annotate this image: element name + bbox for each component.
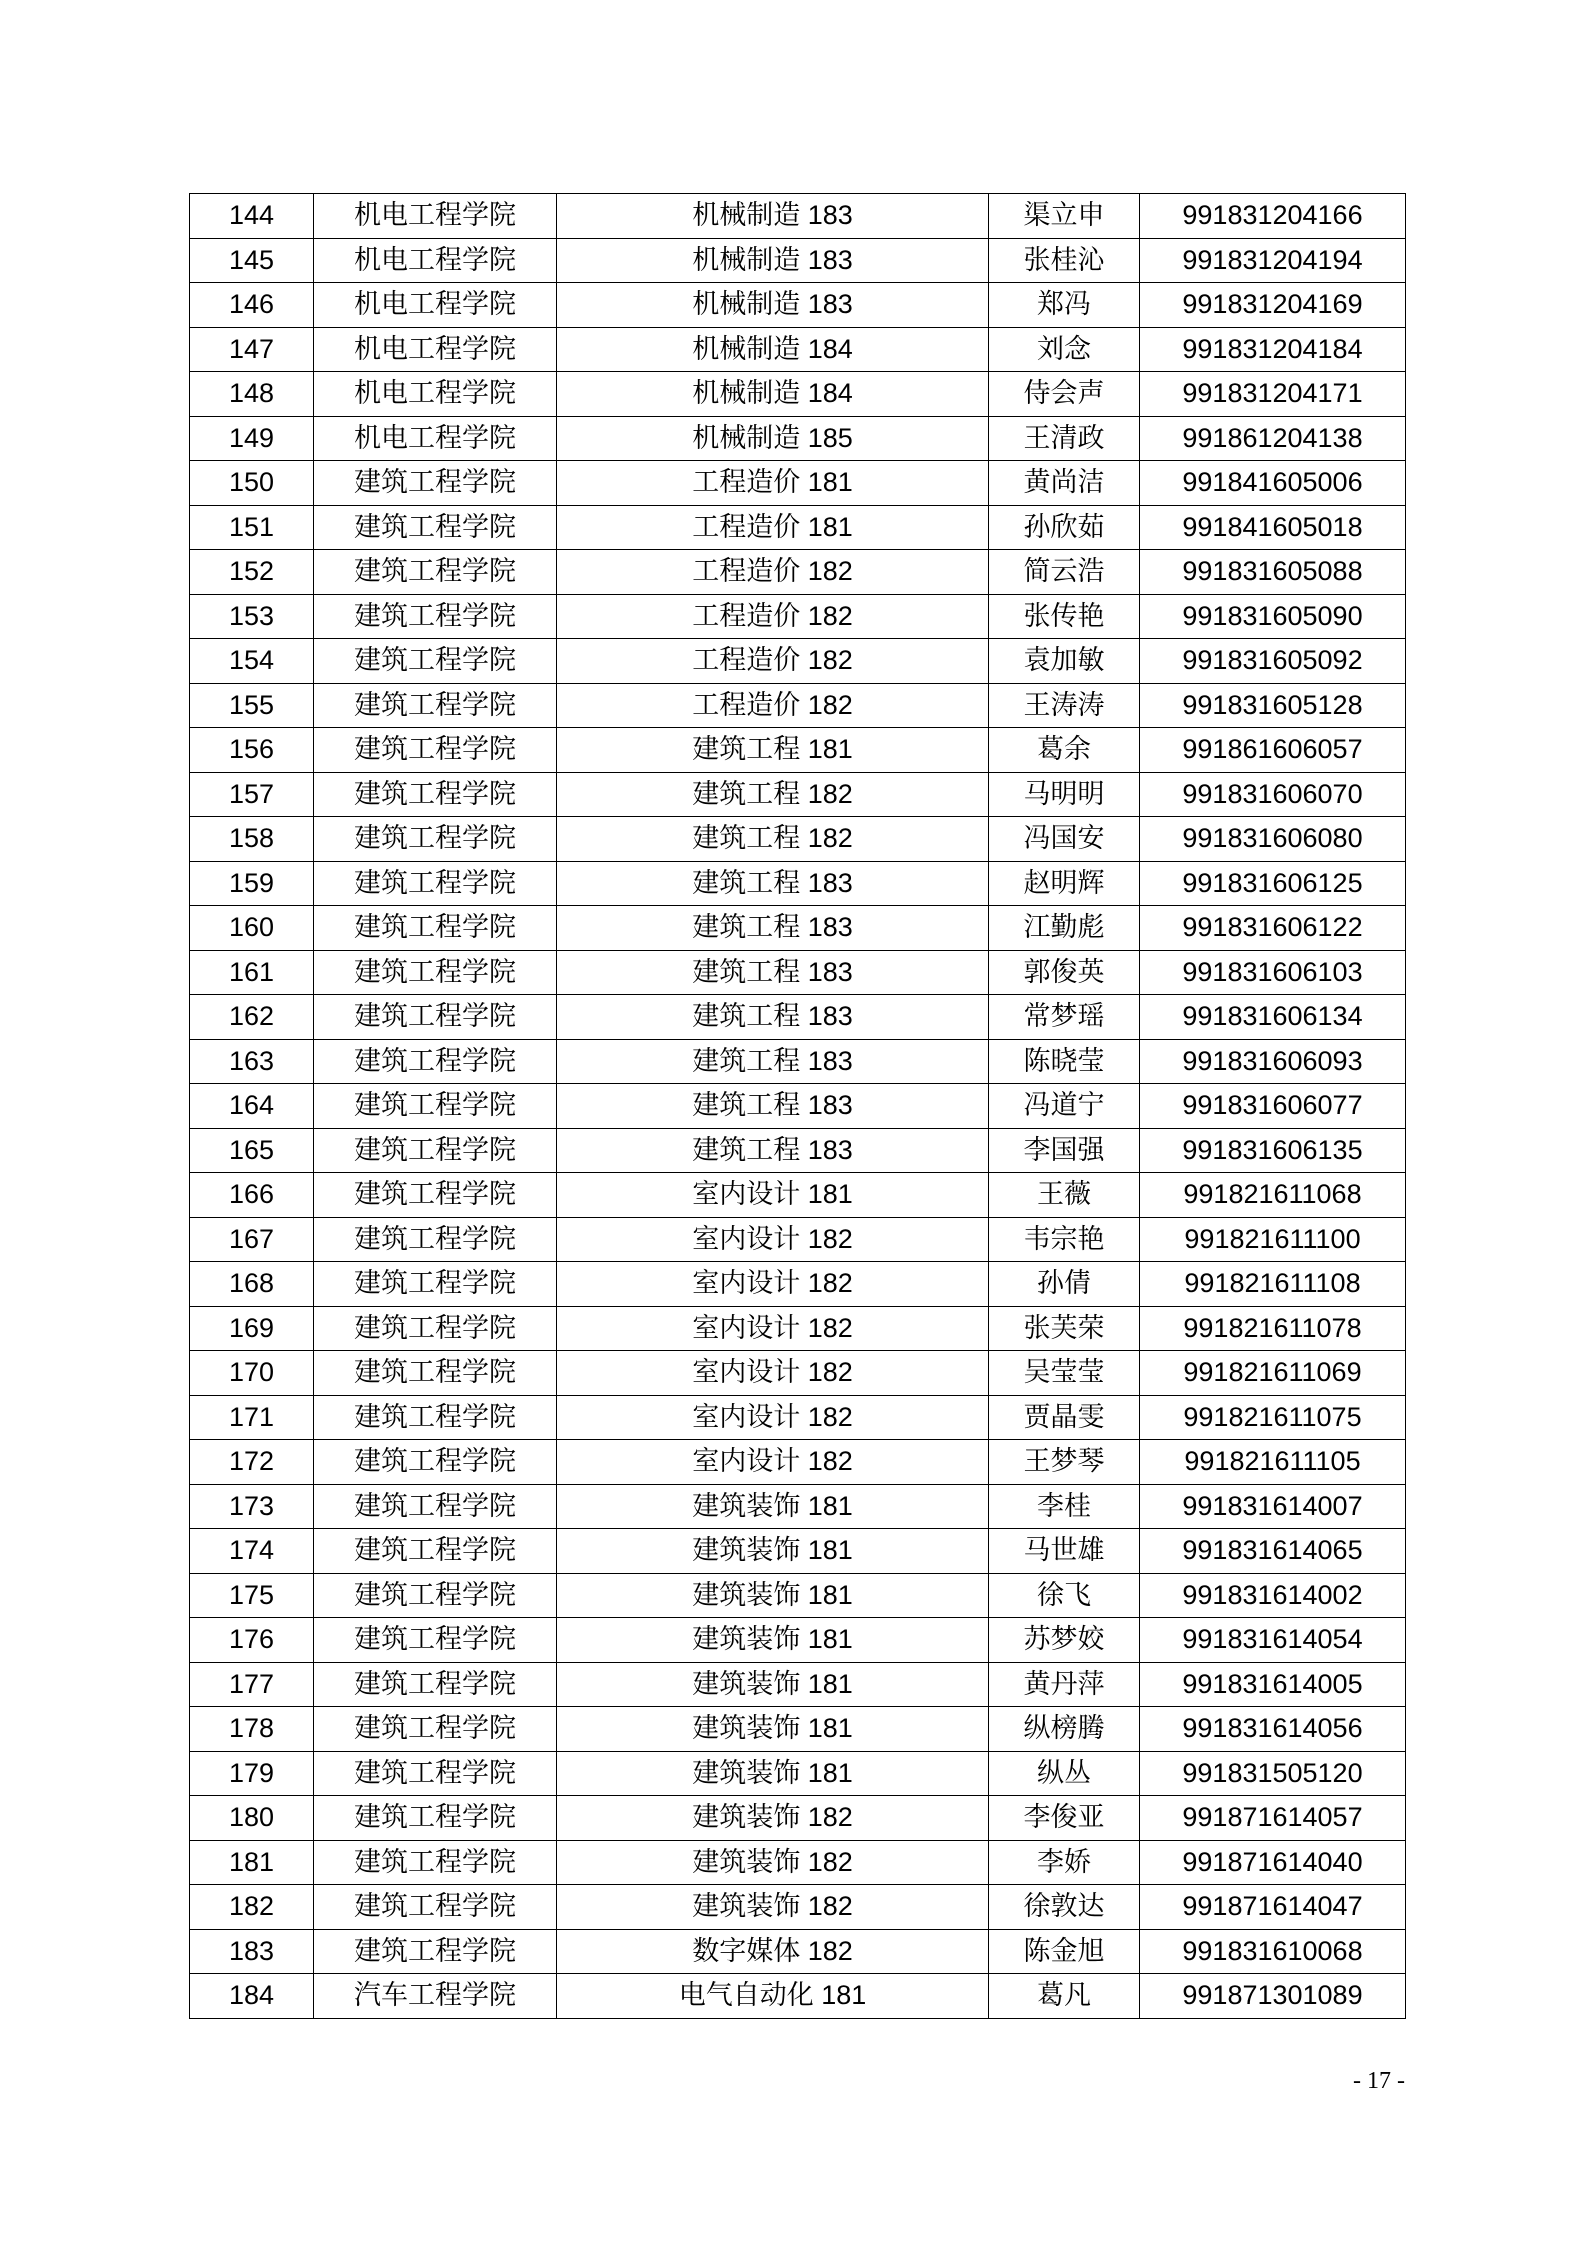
student-name-cell: 常梦瑶: [989, 995, 1140, 1040]
college-cell: 建筑工程学院: [314, 1306, 557, 1351]
student-name-cell: 冯国安: [989, 817, 1140, 862]
row-index-cell: 146: [190, 283, 314, 328]
table-row: [190, 372, 1406, 417]
student-name-cell: 李桂: [989, 1484, 1140, 1529]
student-id-cell: 991841605006: [1140, 461, 1406, 506]
class-cell: 室内设计 182: [557, 1262, 989, 1307]
college-cell: 建筑工程学院: [314, 1707, 557, 1752]
student-name-cell: 李国强: [989, 1128, 1140, 1173]
row-index-cell: 157: [190, 772, 314, 817]
table-row: [190, 906, 1406, 951]
class-cell: 工程造价 182: [557, 594, 989, 639]
class-cell: 工程造价 182: [557, 639, 989, 684]
student-name-cell: 孙欣茹: [989, 505, 1140, 550]
row-index-cell: 178: [190, 1707, 314, 1752]
row-index-cell: 159: [190, 861, 314, 906]
row-index-cell: 170: [190, 1351, 314, 1396]
student-id-cell: 991831614007: [1140, 1484, 1406, 1529]
class-cell: 机械制造 185: [557, 416, 989, 461]
college-cell: 建筑工程学院: [314, 461, 557, 506]
table-row: [190, 683, 1406, 728]
roster-table: [189, 193, 1406, 2019]
student-name-cell: 冯道宁: [989, 1084, 1140, 1129]
class-cell: 机械制造 183: [557, 283, 989, 328]
student-id-cell: 991831606135: [1140, 1128, 1406, 1173]
student-id-cell: 991831505120: [1140, 1751, 1406, 1796]
class-cell: 工程造价 182: [557, 550, 989, 595]
student-name-cell: 袁加敏: [989, 639, 1140, 684]
student-name-cell: 徐飞: [989, 1573, 1140, 1618]
class-cell: 机械制造 184: [557, 327, 989, 372]
student-name-cell: 吴莹莹: [989, 1351, 1140, 1396]
college-cell: 建筑工程学院: [314, 861, 557, 906]
college-cell: 建筑工程学院: [314, 1262, 557, 1307]
college-cell: 建筑工程学院: [314, 1128, 557, 1173]
row-index-cell: 180: [190, 1796, 314, 1841]
student-name-cell: 渠立申: [989, 194, 1140, 239]
student-id-cell: 991831204169: [1140, 283, 1406, 328]
student-name-cell: 李俊亚: [989, 1796, 1140, 1841]
student-id-cell: 991831614065: [1140, 1529, 1406, 1574]
college-cell: 建筑工程学院: [314, 683, 557, 728]
table-row: [190, 1885, 1406, 1930]
table-row: [190, 1440, 1406, 1485]
college-cell: 建筑工程学院: [314, 817, 557, 862]
class-cell: 机械制造 184: [557, 372, 989, 417]
class-cell: 建筑工程 183: [557, 995, 989, 1040]
college-cell: 机电工程学院: [314, 283, 557, 328]
student-name-cell: 纵榜腾: [989, 1707, 1140, 1752]
student-id-cell: 991831606077: [1140, 1084, 1406, 1129]
college-cell: 建筑工程学院: [314, 1173, 557, 1218]
student-id-cell: 991861204138: [1140, 416, 1406, 461]
student-name-cell: 张传艳: [989, 594, 1140, 639]
student-name-cell: 刘念: [989, 327, 1140, 372]
student-name-cell: 张桂沁: [989, 238, 1140, 283]
row-index-cell: 173: [190, 1484, 314, 1529]
college-cell: 建筑工程学院: [314, 639, 557, 684]
table-row: [190, 1662, 1406, 1707]
student-id-cell: 991871614040: [1140, 1840, 1406, 1885]
row-index-cell: 151: [190, 505, 314, 550]
student-id-cell: 991871614057: [1140, 1796, 1406, 1841]
student-name-cell: 马明明: [989, 772, 1140, 817]
row-index-cell: 179: [190, 1751, 314, 1796]
table-row: [190, 995, 1406, 1040]
student-id-cell: 991821611105: [1140, 1440, 1406, 1485]
student-name-cell: 王薇: [989, 1173, 1140, 1218]
student-id-cell: 991831606070: [1140, 772, 1406, 817]
page-number: - 17 -: [1353, 2068, 1405, 2094]
student-name-cell: 贾晶雯: [989, 1395, 1140, 1440]
class-cell: 建筑工程 183: [557, 1039, 989, 1084]
table-row: [190, 327, 1406, 372]
row-index-cell: 176: [190, 1618, 314, 1663]
student-id-cell: 991831606080: [1140, 817, 1406, 862]
class-cell: 室内设计 182: [557, 1217, 989, 1262]
table-row: [190, 639, 1406, 684]
class-cell: 机械制造 183: [557, 194, 989, 239]
class-cell: 建筑装饰 181: [557, 1707, 989, 1752]
college-cell: 建筑工程学院: [314, 1573, 557, 1618]
student-name-cell: 陈金旭: [989, 1929, 1140, 1974]
table-row: [190, 1796, 1406, 1841]
college-cell: 建筑工程学院: [314, 1351, 557, 1396]
row-index-cell: 182: [190, 1885, 314, 1930]
college-cell: 建筑工程学院: [314, 1217, 557, 1262]
table-row: [190, 1484, 1406, 1529]
row-index-cell: 172: [190, 1440, 314, 1485]
student-name-cell: 简云浩: [989, 550, 1140, 595]
row-index-cell: 177: [190, 1662, 314, 1707]
class-cell: 电气自动化 181: [557, 1974, 989, 2019]
table-row: [190, 1084, 1406, 1129]
student-name-cell: 黄尚洁: [989, 461, 1140, 506]
table-row: [190, 1262, 1406, 1307]
table-row: [190, 1707, 1406, 1752]
table-row: [190, 950, 1406, 995]
class-cell: 建筑工程 183: [557, 950, 989, 995]
class-cell: 室内设计 181: [557, 1173, 989, 1218]
class-cell: 室内设计 182: [557, 1351, 989, 1396]
table-row: [190, 1173, 1406, 1218]
college-cell: 建筑工程学院: [314, 950, 557, 995]
student-id-cell: 991831204171: [1140, 372, 1406, 417]
row-index-cell: 144: [190, 194, 314, 239]
table-row: [190, 1974, 1406, 2019]
row-index-cell: 156: [190, 728, 314, 773]
table-row: [190, 505, 1406, 550]
student-id-cell: 991821611108: [1140, 1262, 1406, 1307]
student-id-cell: 991831606134: [1140, 995, 1406, 1040]
college-cell: 汽车工程学院: [314, 1974, 557, 2019]
class-cell: 建筑装饰 182: [557, 1796, 989, 1841]
college-cell: 建筑工程学院: [314, 1885, 557, 1930]
class-cell: 建筑装饰 182: [557, 1885, 989, 1930]
college-cell: 建筑工程学院: [314, 1084, 557, 1129]
class-cell: 数字媒体 182: [557, 1929, 989, 1974]
student-name-cell: 王清政: [989, 416, 1140, 461]
row-index-cell: 171: [190, 1395, 314, 1440]
college-cell: 机电工程学院: [314, 194, 557, 239]
student-id-cell: 991831605088: [1140, 550, 1406, 595]
student-name-cell: 黄丹萍: [989, 1662, 1140, 1707]
student-id-cell: 991831614005: [1140, 1662, 1406, 1707]
student-name-cell: 孙倩: [989, 1262, 1140, 1307]
row-index-cell: 154: [190, 639, 314, 684]
table-row: [190, 1395, 1406, 1440]
college-cell: 建筑工程学院: [314, 1751, 557, 1796]
table-row: [190, 594, 1406, 639]
class-cell: 建筑装饰 181: [557, 1484, 989, 1529]
student-id-cell: 991831605128: [1140, 683, 1406, 728]
table-row: [190, 1351, 1406, 1396]
row-index-cell: 147: [190, 327, 314, 372]
class-cell: 建筑装饰 181: [557, 1618, 989, 1663]
table-row: [190, 728, 1406, 773]
table-row: [190, 1929, 1406, 1974]
roster-body: [190, 194, 1406, 2019]
student-id-cell: 991841605018: [1140, 505, 1406, 550]
student-name-cell: 苏梦姣: [989, 1618, 1140, 1663]
row-index-cell: 169: [190, 1306, 314, 1351]
row-index-cell: 167: [190, 1217, 314, 1262]
row-index-cell: 155: [190, 683, 314, 728]
college-cell: 建筑工程学院: [314, 906, 557, 951]
student-id-cell: 991821611100: [1140, 1217, 1406, 1262]
table-row: [190, 1751, 1406, 1796]
student-id-cell: 991831606125: [1140, 861, 1406, 906]
row-index-cell: 162: [190, 995, 314, 1040]
student-id-cell: 991821611068: [1140, 1173, 1406, 1218]
table-row: [190, 1306, 1406, 1351]
class-cell: 建筑装饰 181: [557, 1751, 989, 1796]
college-cell: 建筑工程学院: [314, 1395, 557, 1440]
class-cell: 工程造价 181: [557, 461, 989, 506]
table-row: [190, 416, 1406, 461]
student-name-cell: 马世雄: [989, 1529, 1140, 1574]
college-cell: 建筑工程学院: [314, 1662, 557, 1707]
class-cell: 建筑工程 182: [557, 817, 989, 862]
row-index-cell: 166: [190, 1173, 314, 1218]
table-row: [190, 861, 1406, 906]
student-name-cell: 陈晓莹: [989, 1039, 1140, 1084]
college-cell: 建筑工程学院: [314, 1840, 557, 1885]
row-index-cell: 163: [190, 1039, 314, 1084]
table-row: [190, 1573, 1406, 1618]
row-index-cell: 164: [190, 1084, 314, 1129]
student-id-cell: 991831606103: [1140, 950, 1406, 995]
college-cell: 建筑工程学院: [314, 505, 557, 550]
college-cell: 建筑工程学院: [314, 1440, 557, 1485]
student-id-cell: 991831610068: [1140, 1929, 1406, 1974]
college-cell: 建筑工程学院: [314, 550, 557, 595]
row-index-cell: 161: [190, 950, 314, 995]
class-cell: 工程造价 181: [557, 505, 989, 550]
student-name-cell: 李娇: [989, 1840, 1140, 1885]
college-cell: 建筑工程学院: [314, 772, 557, 817]
college-cell: 建筑工程学院: [314, 1039, 557, 1084]
student-id-cell: 991821611078: [1140, 1306, 1406, 1351]
table-row: [190, 283, 1406, 328]
student-id-cell: 991831605090: [1140, 594, 1406, 639]
college-cell: 机电工程学院: [314, 327, 557, 372]
college-cell: 建筑工程学院: [314, 1618, 557, 1663]
row-index-cell: 145: [190, 238, 314, 283]
class-cell: 建筑工程 182: [557, 772, 989, 817]
student-id-cell: 991831606122: [1140, 906, 1406, 951]
student-name-cell: 徐敦达: [989, 1885, 1140, 1930]
student-id-cell: 991831605092: [1140, 639, 1406, 684]
student-id-cell: 991831204194: [1140, 238, 1406, 283]
row-index-cell: 175: [190, 1573, 314, 1618]
student-name-cell: 张芙荣: [989, 1306, 1140, 1351]
row-index-cell: 150: [190, 461, 314, 506]
college-cell: 建筑工程学院: [314, 728, 557, 773]
row-index-cell: 184: [190, 1974, 314, 2019]
table-row: [190, 1618, 1406, 1663]
row-index-cell: 148: [190, 372, 314, 417]
college-cell: 建筑工程学院: [314, 995, 557, 1040]
college-cell: 机电工程学院: [314, 238, 557, 283]
class-cell: 建筑工程 183: [557, 906, 989, 951]
class-cell: 建筑工程 183: [557, 861, 989, 906]
student-id-cell: 991831204184: [1140, 327, 1406, 372]
class-cell: 建筑工程 183: [557, 1128, 989, 1173]
row-index-cell: 158: [190, 817, 314, 862]
row-index-cell: 181: [190, 1840, 314, 1885]
class-cell: 建筑工程 181: [557, 728, 989, 773]
table-row: [190, 194, 1406, 239]
row-index-cell: 174: [190, 1529, 314, 1574]
college-cell: 建筑工程学院: [314, 594, 557, 639]
student-name-cell: 葛凡: [989, 1974, 1140, 2019]
student-name-cell: 韦宗艳: [989, 1217, 1140, 1262]
class-cell: 室内设计 182: [557, 1440, 989, 1485]
student-id-cell: 991831606093: [1140, 1039, 1406, 1084]
table-row: [190, 238, 1406, 283]
student-name-cell: 葛余: [989, 728, 1140, 773]
table-row: [190, 1529, 1406, 1574]
student-name-cell: 江勤彪: [989, 906, 1140, 951]
student-id-cell: 991861606057: [1140, 728, 1406, 773]
table-row: [190, 1217, 1406, 1262]
student-name-cell: 赵明辉: [989, 861, 1140, 906]
table-row: [190, 1039, 1406, 1084]
class-cell: 建筑装饰 181: [557, 1529, 989, 1574]
row-index-cell: 183: [190, 1929, 314, 1974]
class-cell: 机械制造 183: [557, 238, 989, 283]
table-row: [190, 772, 1406, 817]
student-id-cell: 991821611069: [1140, 1351, 1406, 1396]
table-row: [190, 461, 1406, 506]
row-index-cell: 165: [190, 1128, 314, 1173]
student-id-cell: 991871301089: [1140, 1974, 1406, 2019]
college-cell: 建筑工程学院: [314, 1484, 557, 1529]
student-id-cell: 991831614054: [1140, 1618, 1406, 1663]
student-name-cell: 侍会声: [989, 372, 1140, 417]
student-name-cell: 王涛涛: [989, 683, 1140, 728]
college-cell: 建筑工程学院: [314, 1929, 557, 1974]
student-id-cell: 991831614056: [1140, 1707, 1406, 1752]
college-cell: 机电工程学院: [314, 416, 557, 461]
table-row: [190, 1128, 1406, 1173]
table-row: [190, 1840, 1406, 1885]
class-cell: 工程造价 182: [557, 683, 989, 728]
student-name-cell: 郭俊英: [989, 950, 1140, 995]
college-cell: 建筑工程学院: [314, 1529, 557, 1574]
college-cell: 机电工程学院: [314, 372, 557, 417]
table-row: [190, 550, 1406, 595]
row-index-cell: 152: [190, 550, 314, 595]
student-name-cell: 纵丛: [989, 1751, 1140, 1796]
row-index-cell: 168: [190, 1262, 314, 1307]
class-cell: 室内设计 182: [557, 1395, 989, 1440]
row-index-cell: 160: [190, 906, 314, 951]
student-id-cell: 991871614047: [1140, 1885, 1406, 1930]
college-cell: 建筑工程学院: [314, 1796, 557, 1841]
student-id-cell: 991831204166: [1140, 194, 1406, 239]
row-index-cell: 149: [190, 416, 314, 461]
student-name-cell: 郑冯: [989, 283, 1140, 328]
class-cell: 建筑工程 183: [557, 1084, 989, 1129]
class-cell: 建筑装饰 181: [557, 1662, 989, 1707]
student-id-cell: 991821611075: [1140, 1395, 1406, 1440]
class-cell: 室内设计 182: [557, 1306, 989, 1351]
row-index-cell: 153: [190, 594, 314, 639]
student-name-cell: 王梦琴: [989, 1440, 1140, 1485]
class-cell: 建筑装饰 181: [557, 1573, 989, 1618]
class-cell: 建筑装饰 182: [557, 1840, 989, 1885]
student-id-cell: 991831614002: [1140, 1573, 1406, 1618]
table-row: [190, 817, 1406, 862]
